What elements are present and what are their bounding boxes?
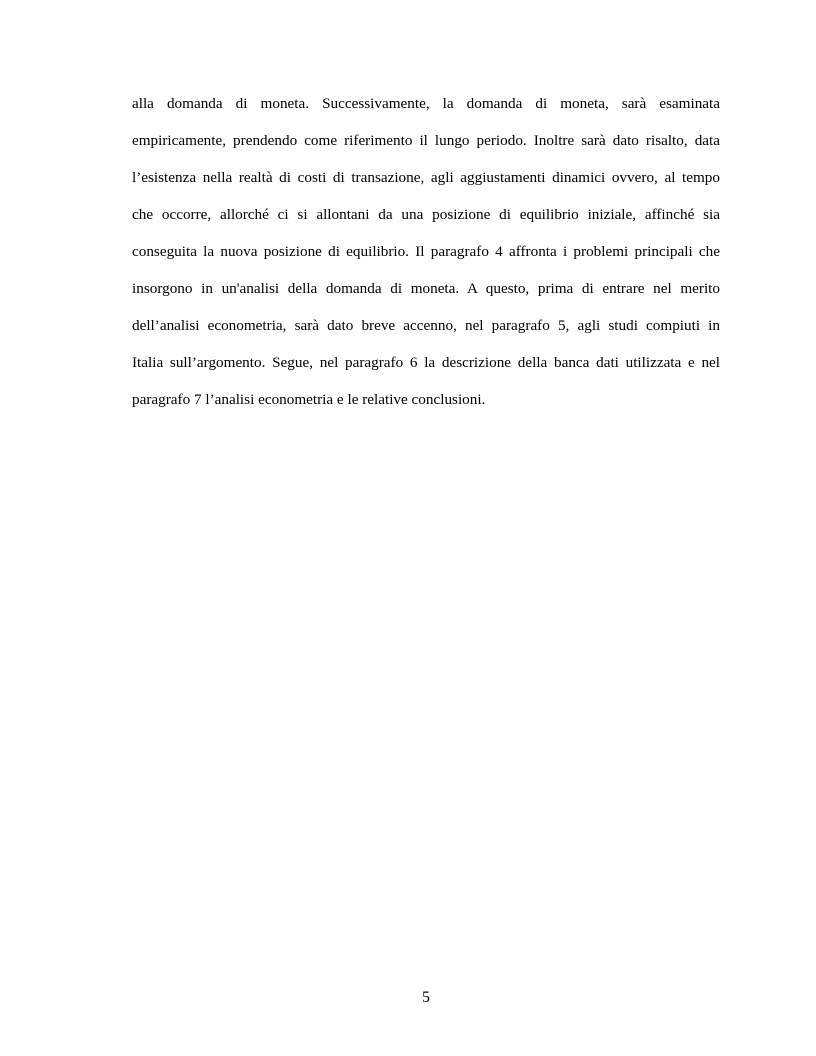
body-paragraph xyxy=(132,89,720,422)
paragraph-line-2: empiricamente, prendendo come riferimento il lungo periodo. Inoltre sarà dato risalto, data xyxy=(132,132,720,149)
page-number: 5 xyxy=(422,989,430,1006)
paragraph-line-7: dell’analisi econometria, sarà dato breve accenno, nel paragrafo 5, agli studi compiuti in xyxy=(132,317,720,334)
paragraph-line-9: paragrafo 7 l’analisi econometria e le relative conclusioni. xyxy=(132,391,486,408)
paragraph-line-6: insorgono in un'analisi della domanda di moneta. A questo, prima di entrare nel merito xyxy=(132,280,720,297)
paragraph-line-1: alla domanda di moneta. Successivamente, la domanda di moneta, sarà esaminata xyxy=(132,95,720,112)
paragraph-line-8: Italia sull’argomento. Segue, nel paragrafo 6 la descrizione della banca dati utilizzata e nel xyxy=(132,354,720,371)
paragraph-line-3: l’esistenza nella realtà di costi di transazione, agli aggiustamenti dinamici ovvero, al tempo xyxy=(132,169,720,186)
paragraph-line-4: che occorre, allorché ci si allontani da una posizione di equilibrio iniziale, affinché sia xyxy=(132,206,720,223)
paragraph-line-5: conseguita la nuova posizione di equilibrio. Il paragrafo 4 affronta i problemi principali che xyxy=(132,243,720,260)
